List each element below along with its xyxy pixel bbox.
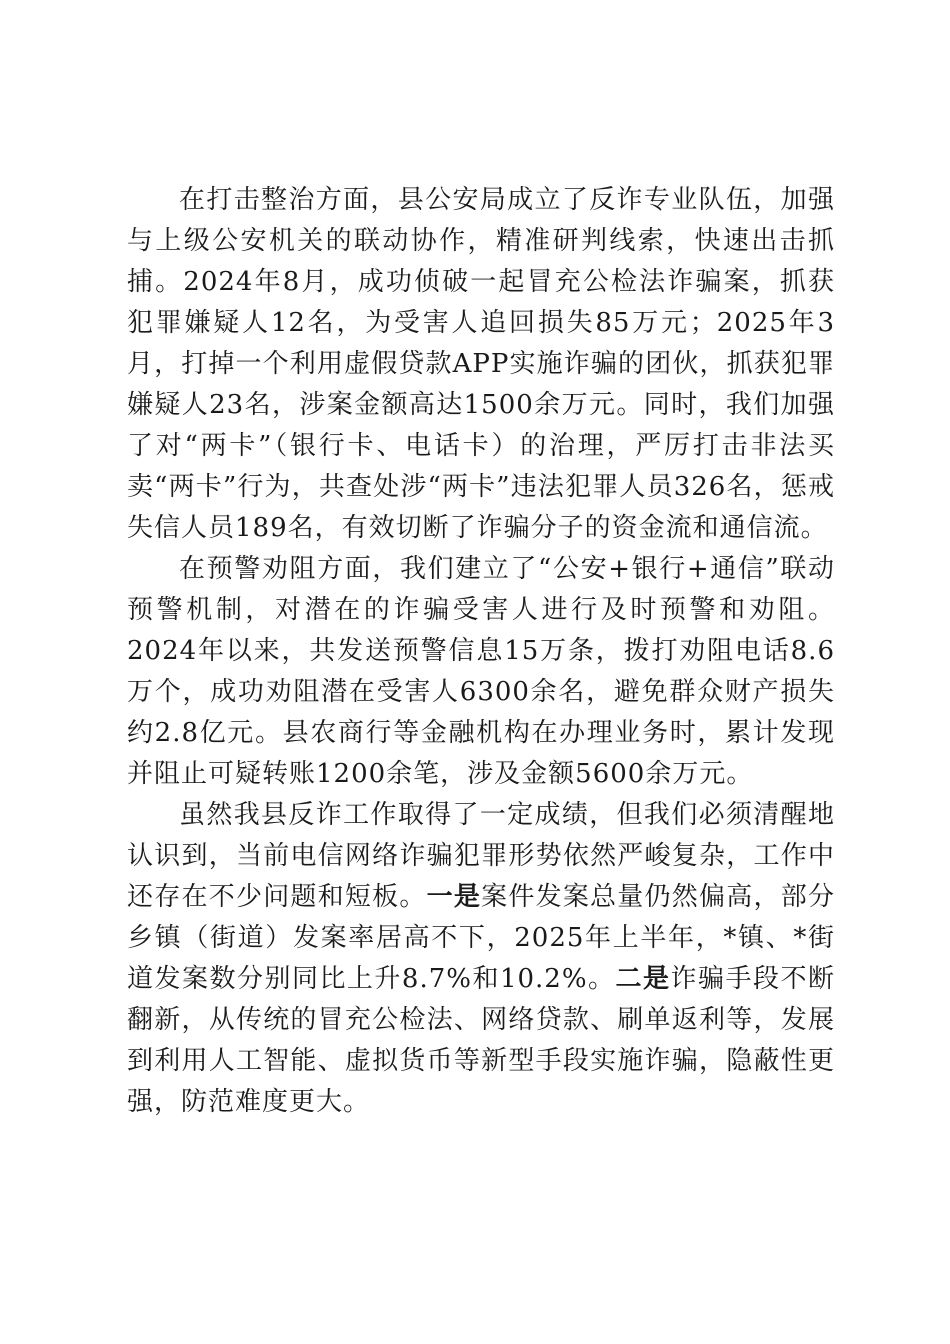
paragraph-text: 在打击整治方面，县公安局成立了反诈专业队伍，加强与上级公安机关的联动协作，精准研判线索，快速出击抓捕。2024年8月，成功侦破一起冒充公检法诈骗案，抓获犯罪嫌疑人12名，为受害人追回损失85万元；2025年3月，打掉一个利用虚假贷款APP实施诈骗的团伙，抓获犯罪嫌疑人23名，涉案金额高达1500余万元。同时，我们加强了对“两卡”（银行卡、电话卡）的治理，严厉打击非法买卖“两卡”行为，共查处涉“两卡”违法犯罪人员326名，惩戒失信人员189名，有效切断了诈骗分子的资金流和通信流。: [127, 185, 835, 543]
point-two-text: 诈骗手段不断翻新，从传统的冒充公检法、网络贷款、刷单返利等，发展到利用人工智能、虚拟货币等新型手段实施诈骗，隐蔽性更强，防范难度更大。: [127, 964, 835, 1117]
point-one-text: 案件发案总量仍然偏高，部分乡镇（街道）发案率居高不下，2025年上半年，*镇、*街道发案数分别同比上升8.7%和10.2%。: [127, 882, 835, 994]
paragraph-crackdown: [127, 180, 835, 549]
point-one-label: 一是: [426, 882, 482, 912]
paragraph-early-warning: [127, 549, 835, 795]
point-two-label: 二是: [615, 964, 671, 994]
paragraph-problems: [127, 795, 835, 1123]
document-body: [127, 180, 835, 1123]
paragraph-text: 在预警劝阻方面，我们建立了“公安+银行+通信”联动预警机制，对潜在的诈骗受害人进行及时预警和劝阻。2024年以来，共发送预警信息15万条，拨打劝阻电话8.6万个，成功劝阻潜在受害人6300余名，避免群众财产损失约2.8亿元。县农商行等金融机构在办理业务时，累计发现并阻止可疑转账1200余笔，涉及金额5600余万元。: [127, 554, 835, 789]
paragraph-text: 虽然我县反诈工作取得了一定成绩，但我们必须清醒地认识到，当前电信网络诈骗犯罪形势依然严峻复杂，工作中还存在不少问题和短板。: [127, 800, 835, 912]
